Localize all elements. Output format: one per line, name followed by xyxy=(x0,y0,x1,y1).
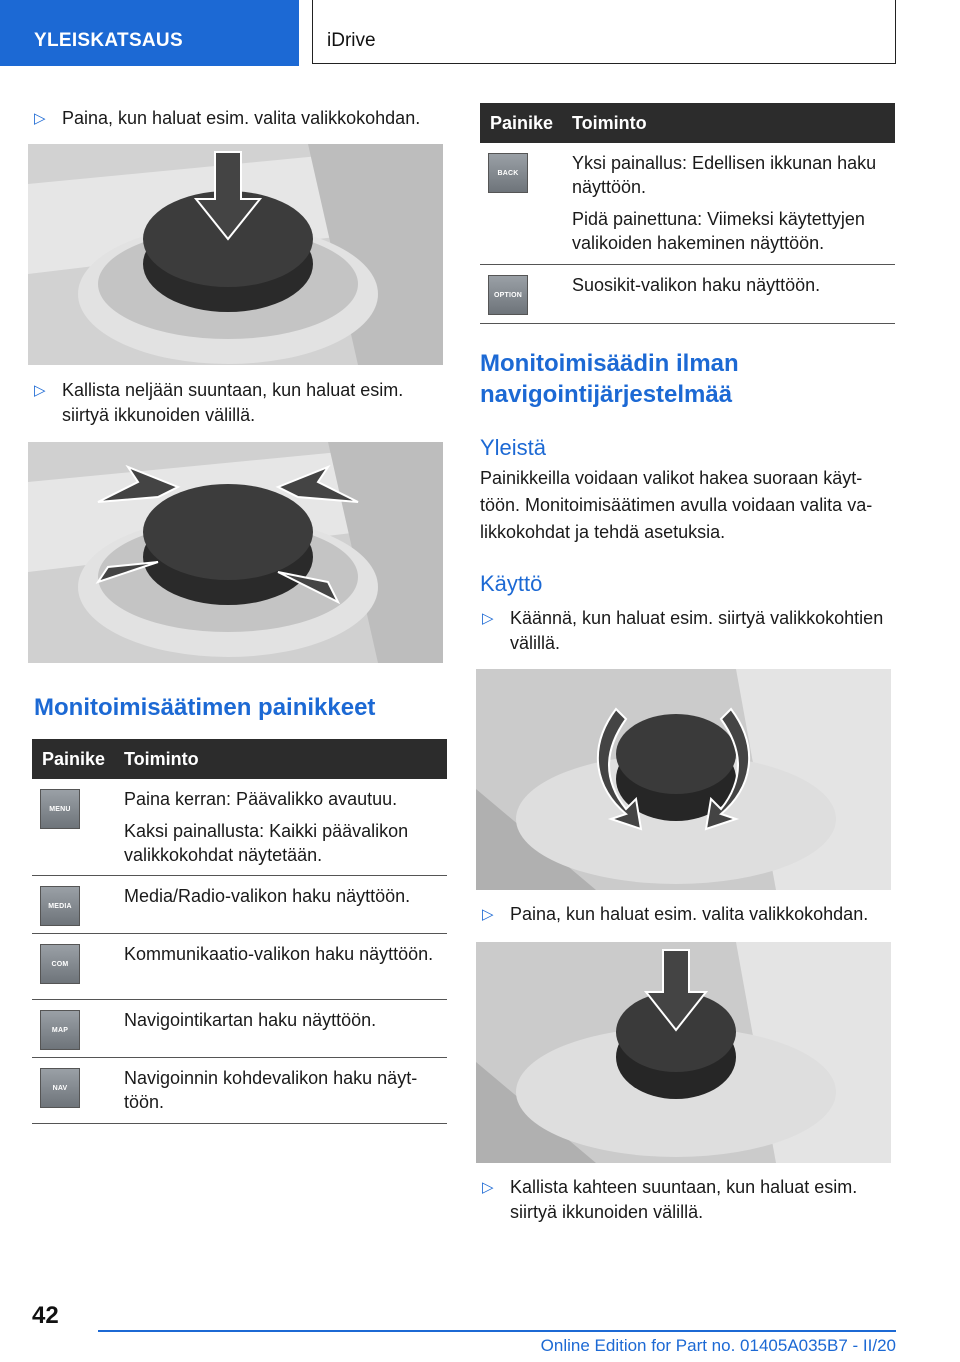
section-tab xyxy=(0,0,299,66)
media-button-icon: MEDIA xyxy=(40,886,80,926)
cell-text: Pidä painettuna: Viimeksi käytettyjen valikoiden hakeminen näyttöön. xyxy=(572,209,865,253)
footer-divider xyxy=(98,1330,896,1332)
bullet-turn xyxy=(476,606,896,656)
subheading-usage: Käyttö xyxy=(480,571,543,596)
buttons-table xyxy=(32,739,447,1124)
col-header-function: Toiminto xyxy=(572,112,647,133)
table-row xyxy=(32,779,447,876)
triangle-bullet-icon: ▷ xyxy=(34,110,46,127)
triangle-bullet-icon: ▷ xyxy=(482,610,494,627)
bullet-tilt-2 xyxy=(476,1175,896,1225)
bullet-text: Kallista neljään suuntaan, kun haluat esim. siirtyä ikkunoiden välillä. xyxy=(62,380,404,425)
nav-button-icon: NAV xyxy=(40,1068,80,1108)
bullet-tilt xyxy=(28,378,448,428)
cell-text: Media/Radio-valikon haku näyttöön. xyxy=(124,886,411,906)
col-header-button: Painike xyxy=(490,112,554,133)
cell-text: Yksi painallus: Edellisen ikkunan haku näyttöön. xyxy=(572,153,877,197)
cell-text: Suosikit-valikon haku näyttöön. xyxy=(572,275,821,295)
bullet-text: Käännä, kun haluat esim. siirtyä valikkokohtien välillä. xyxy=(510,608,884,653)
menu-button-icon: MENU xyxy=(40,789,80,829)
cell-text: Kaksi painallusta: Kaikki päävalikon valikkokohdat näytetään. xyxy=(124,821,409,865)
option-button-icon: OPTION xyxy=(488,275,528,315)
table-row xyxy=(32,876,447,934)
buttons-table-2 xyxy=(480,103,895,324)
back-button-icon: BACK xyxy=(488,153,528,193)
subheading-general: Yleistä xyxy=(480,435,547,460)
triangle-bullet-icon: ▷ xyxy=(34,382,46,399)
controller-press-photo-2 xyxy=(476,942,891,1163)
bullet-press-2 xyxy=(476,902,896,927)
cell-text: Kommunikaatio-valikon haku näyttöön. xyxy=(124,944,434,964)
triangle-bullet-icon: ▷ xyxy=(482,1179,494,1196)
table-row xyxy=(32,1000,447,1058)
table-row xyxy=(32,1058,447,1124)
triangle-bullet-icon: ▷ xyxy=(482,906,494,923)
table-row xyxy=(32,934,447,1000)
col-header-button: Painike xyxy=(42,748,106,769)
cell-text: Paina kerran: Päävalikko avautuu. xyxy=(124,789,398,809)
com-button-icon: COM xyxy=(40,944,80,984)
page-number: 42 xyxy=(32,1302,59,1329)
chapter-header xyxy=(312,0,896,64)
controller-turn-photo xyxy=(476,669,891,890)
table-header xyxy=(32,739,447,779)
general-paragraph: Painikkeilla voidaan valikot hakea suoraan käyttöön. Monitoimisäätimen avulla voidaan valita valikkokohdat ja tehdä asetuksia. xyxy=(480,468,873,542)
map-button-icon: MAP xyxy=(40,1010,80,1050)
bullet-text: Kallista kahteen suuntaan, kun haluat esim. siirtyä ikkunoiden välillä. xyxy=(510,1177,858,1222)
cell-text: Navigoinnin kohdevalikon haku näyttöön. xyxy=(124,1068,418,1112)
section-title: YLEISKATSAUS xyxy=(34,30,183,51)
cell-text: Navigointikartan haku näyttöön. xyxy=(124,1010,377,1030)
bullet-text: Paina, kun haluat esim. valita valikkokohdan. xyxy=(510,904,869,924)
table-row xyxy=(480,265,895,324)
edition-text: Online Edition for Part no. 01405A035B7 - II/20 xyxy=(540,1336,896,1355)
col-header-function: Toiminto xyxy=(124,748,199,769)
section-heading: Monitoimisäädin ilman navigointijärjestelmää xyxy=(480,350,739,408)
bullet-text: Paina, kun haluat esim. valita valikkokohdan. xyxy=(62,108,421,128)
table-header xyxy=(480,103,895,143)
section-heading: Monitoimisäätimen painikkeet xyxy=(34,694,376,721)
table-row xyxy=(480,143,895,265)
controller-tilt-photo xyxy=(28,442,443,663)
bullet-press xyxy=(28,106,448,131)
controller-press-photo xyxy=(28,144,443,365)
chapter-title: iDrive xyxy=(327,30,376,51)
